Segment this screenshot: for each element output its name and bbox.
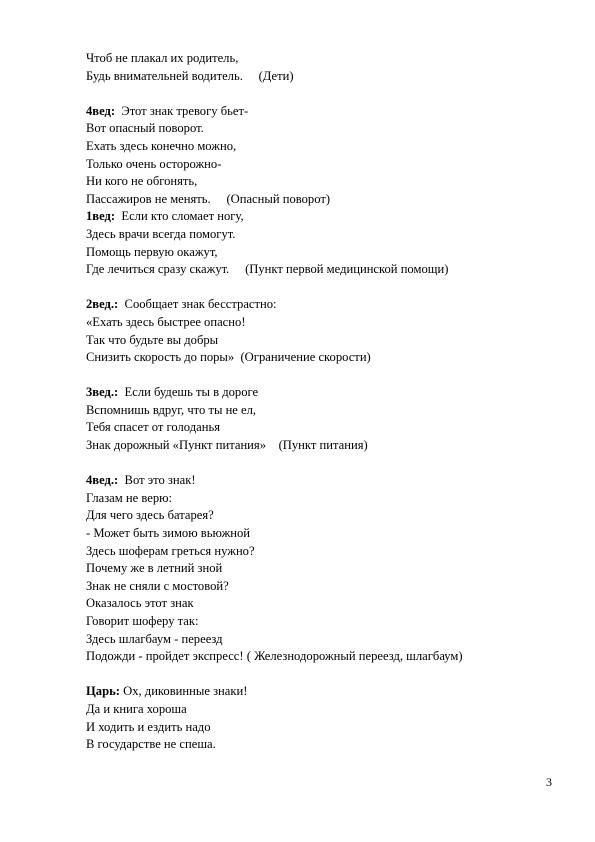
poem-line <box>86 437 566 455</box>
line-text: Глазам не верю: <box>86 490 173 505</box>
line-text: Сообщает знак бесстрастно: <box>118 297 277 312</box>
speaker-label: 4вед: <box>86 103 116 118</box>
poem-line <box>86 50 566 68</box>
stanza <box>86 296 566 366</box>
poem-line <box>86 543 566 561</box>
poem-line <box>86 525 566 543</box>
stanza-gap <box>86 367 566 385</box>
stanza-gap <box>86 666 566 684</box>
line-text: Ох, диковинные знаки! <box>119 684 248 699</box>
poem-line <box>86 314 566 332</box>
line-text: «Ехать здесь быстрее опасно! <box>86 314 246 329</box>
poem-line <box>86 736 566 754</box>
poem-text <box>86 50 566 754</box>
line-text: Вот опасный поворот. <box>86 121 204 136</box>
poem-line <box>86 631 566 649</box>
speaker-label: 2вед.: <box>86 297 119 312</box>
line-text: Помощь первую окажут, <box>86 244 218 259</box>
poem-line <box>86 208 566 226</box>
line-text: Где лечиться сразу скажут. (Пункт первой медицинской помощи) <box>86 262 449 277</box>
poem-line <box>86 349 566 367</box>
poem-line <box>86 560 566 578</box>
poem-line <box>86 419 566 437</box>
poem-line <box>86 472 566 490</box>
poem-line <box>86 402 566 420</box>
line-text: Если будешь ты в дороге <box>118 385 259 400</box>
line-text: Чтоб не плакал их родитель, <box>86 51 239 65</box>
line-text: Здесь шоферам греться нужно? <box>86 543 255 558</box>
speaker-label: 1вед: <box>86 209 116 224</box>
line-text: Знак дорожный «Пункт питания» (Пункт питания) <box>86 438 368 453</box>
poem-line <box>86 244 566 262</box>
poem-line <box>86 490 566 508</box>
line-text: - Может быть зимою вьюжной <box>86 526 251 541</box>
line-text: Для чего здесь батарея? <box>86 508 214 523</box>
stanza <box>86 103 566 279</box>
poem-line <box>86 103 566 121</box>
poem-line <box>86 261 566 279</box>
line-text: Вот это знак! <box>118 473 196 488</box>
line-text: Знак не сняли с мостовой? <box>86 578 229 593</box>
speaker-label: 3вед.: <box>86 385 119 400</box>
line-text: Здесь шлагбаум - переезд <box>86 631 223 646</box>
poem-line <box>86 120 566 138</box>
line-text: В государстве не спеша. <box>86 737 216 752</box>
poem-line <box>86 68 566 86</box>
poem-line <box>86 173 566 191</box>
poem-line <box>86 296 566 314</box>
line-text: Здесь врачи всегда помогут. <box>86 226 236 241</box>
poem-line <box>86 156 566 174</box>
line-text: Ни кого не обгонять, <box>86 174 198 189</box>
stanza <box>86 50 566 85</box>
speaker-label: 4вед.: <box>86 473 119 488</box>
stanza <box>86 472 566 666</box>
poem-line <box>86 226 566 244</box>
poem-line <box>86 507 566 525</box>
poem-line <box>86 595 566 613</box>
line-text: Если кто сломает ногу, <box>115 209 244 224</box>
poem-line <box>86 138 566 156</box>
stanza <box>86 683 566 753</box>
stanza-gap <box>86 455 566 473</box>
stanza-gap <box>86 85 566 103</box>
poem-line <box>86 719 566 737</box>
line-text: Пассажиров не менять. (Опасный поворот) <box>86 191 331 206</box>
stanza-gap <box>86 279 566 297</box>
line-text: Подожди - пройдет экспресс! ( Железнодорожный переезд, шлагбаум) <box>86 649 463 664</box>
line-text: И ходить и ездить надо <box>86 719 211 734</box>
line-text: Оказалось этот знак <box>86 596 194 611</box>
poem-line <box>86 384 566 402</box>
line-text: Только очень осторожно- <box>86 156 222 171</box>
poem-line <box>86 701 566 719</box>
line-text: Снизить скорость до поры» (Ограничение скорости) <box>86 350 371 365</box>
poem-line <box>86 332 566 350</box>
line-text: Будь внимательней водитель. (Дети) <box>86 68 294 83</box>
line-text: Да и книга хороша <box>86 701 187 716</box>
poem-line <box>86 191 566 209</box>
line-text: Этот знак тревогу бьет- <box>115 103 249 118</box>
line-text: Вспомнишь вдруг, что ты не ел, <box>86 402 257 417</box>
line-text: Тебя спасет от голоданья <box>86 420 220 435</box>
page-number: 3 <box>546 775 552 789</box>
line-text: Ехать здесь конечно можно, <box>86 138 237 153</box>
line-text: Говорит шоферу так: <box>86 614 199 628</box>
stanza <box>86 384 566 454</box>
poem-line <box>86 648 566 666</box>
line-text: Почему же в летний зной <box>86 561 223 576</box>
poem-line <box>86 578 566 596</box>
poem-line <box>86 683 566 701</box>
poem-line <box>86 613 566 631</box>
line-text: Так что будьте вы добры <box>86 332 219 347</box>
speaker-label: Царь: <box>86 684 120 699</box>
